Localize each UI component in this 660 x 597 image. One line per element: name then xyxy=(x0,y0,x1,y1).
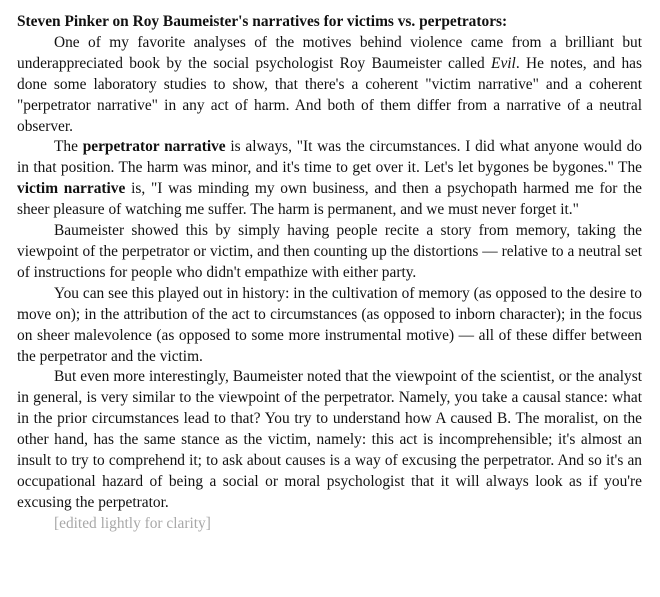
paragraph-2 xyxy=(17,137,642,221)
book-title: Evil xyxy=(491,54,516,72)
term-victim-narrative: victim narrative xyxy=(17,180,126,198)
document-title: Steven Pinker on Roy Baumeister's narratives for victims vs. perpetrators: xyxy=(17,13,508,30)
paragraph-2-text-a: The xyxy=(54,138,83,156)
paragraph-4: You can see this played out in history: in the cultivation of memory (as opposed to the desire to move on); in the attribution of the act to circumstances (as opposed to inborn character); in the focus on sheer malevolence (as opposed to some more instrumental motive) — all of these differ between the perpetrator and the victim. xyxy=(17,284,642,365)
paragraph-3: Baumeister showed this by simply having people recite a story from memory, taking the viewpoint of the perpetrator or victim, and then counting up the distortions — relative to a neutral set of instructions for people who didn't empathize with either party. xyxy=(17,222,642,281)
edit-note: [edited lightly for clarity] xyxy=(54,514,211,532)
paragraph-2-text-c: is, "I was minding my own business, and then a psychopath harmed me for the sheer pleasure of watching me suffer. The harm is permanent, and we must never forget it." xyxy=(17,180,642,219)
paragraph-1-text-b: . He notes, and has done some laboratory studies to show, that there's a coherent "victim narrative" and a coherent "perpetrator narrative" in any act of harm. And both of them differ from a narrative of a neutral observer. xyxy=(17,54,642,135)
paragraph-1-text-a: One of my favorite analyses of the motives behind violence came from a brilliant but underappreciated book by the social psychologist Roy Baumeister called xyxy=(17,33,642,72)
term-perpetrator-narrative: perpetrator narrative xyxy=(82,138,226,156)
document-body xyxy=(17,12,642,535)
paragraph-1 xyxy=(17,33,642,138)
paragraph-5: But even more interestingly, Baumeister noted that the viewpoint of the scientist, or the analyst in general, is very similar to the viewpoint of the perpetrator. Namely, you take a causal stance: what in the prior circumstances lead to that? You try to understand how A caused B. The moralist, on the other hand, has the same stance as the victim, namely: this act is incomprehensible; it's almost an insult to try to comprehend it; to ask about causes is a way of excusing the perpetrator. And so it's an occupational hazard of being a social or moral psychologist that it will always look as if you're excusing the perpetrator. xyxy=(17,368,642,511)
paragraph-2-text-b: is always, "It was the circumstances. I did what anyone would do in that position. The harm was minor, and it's time to get over it. Let's let bygones be bygones." The xyxy=(17,138,642,177)
